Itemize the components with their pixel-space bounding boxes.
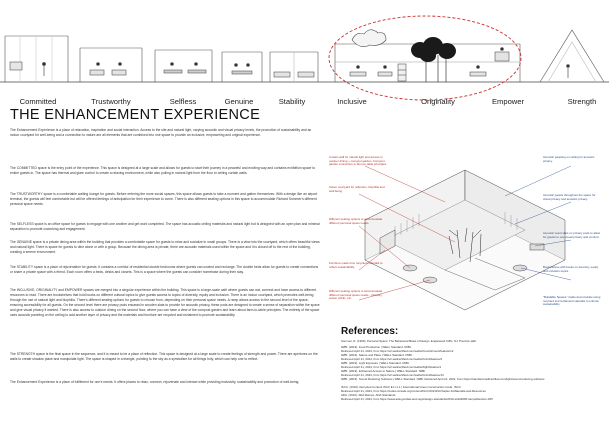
note-buildable-spaces: "Buildable Spaces" inside demonstrate using recycled and reclaimed materials to enforce sustainability. <box>543 295 601 307</box>
note-acoustic-panels: Acoustic panels throughout the space for visual privacy and acoustic privacy. <box>543 193 596 201</box>
reference-item: IWBI. (2019). Food Production | WELL Standard. IWBI. <box>341 345 412 349</box>
reference-item: ISCC. (2023). Recycled Content ISCC E.U.1.1 | International Green Construction Code. ISCC. <box>341 385 462 389</box>
genuine-paragraph: The GENUINE space is a private dining area within the building that provides a comfortable space for guests to relax and socialize in small groups. There is a view into the courtyard, which offers beautiful views and natural light. There is space for guests to dine alone or with a group. Because the dining area is private, there are acoustic materials used within the space and it is closed off to the rest of the building, creating a serene environment. <box>10 240 320 254</box>
note-personal-space: Different seating options to accommodate different personal space needs - intimacy, social, public, etc. <box>329 289 383 301</box>
reference-item: Retrieved April 21, 2024, from https://www.ada.gov/law-and-regs/design-standards/2010-stds/#405-ramps#section-405 <box>341 397 493 401</box>
keyword-selfless: Selfless <box>169 97 197 106</box>
reference-item: Retrieved April 21, 2024, from https://v2.wellcertified.com/wellv2/light/feature/1 <box>341 365 442 369</box>
note-curtain-wall: Curtain wall for natural light and access to outdoor dining + compost garden. Compost garden connection to farm-to-table principles. <box>329 155 388 167</box>
note-bookshelves: Bookshelves with books on diversity, equity and inclusion topics. <box>543 265 599 273</box>
reference-item: Retrieved April 21, 2024, from https://v2.wellcertified.com/wellv2/nourishment/feature/12 <box>341 349 454 353</box>
inclusive-paragraph: The INCLUSIVE, ORIGINALITY and EMPOWER spaces are merged into a singular experience within the building. This space is a large-scale café where guests can eat, connect and have access to different resources to read. There are bookshelves that hold books on different cultural topics to give guests access to topics of diversity, equity and inclusion. There is an indoor courtyard, which promotes well-being through the use of natural light and biophilia. There's different seating options for guests to choose from, depending on their personal space needs. A ramp allows access to the second level of the space, ensuring accessibility for all guests. On the second level there are privacy pods encased in wooden slats to provide for acoustic privacy, these pods are designed to create a sense of separation within the space and give visual privacy if wanted. There is also access to outdoor dining on the second floor, where you can have a view of the compost garden and learn about farm-to-table principles. The entirety of the space uses acoustic paneling on the ceiling to add another layer of privacy and the materials and furniture are recycled and reclaimed to promote sustainability. <box>10 288 320 317</box>
strength-space-sketch <box>540 30 604 82</box>
page-title: THE ENHANCEMENT EXPERIENCE <box>10 107 261 123</box>
reference-item: Retrieved April 21, 2024, from https://v2.wellcertified.com/wellv2/mind/feature/2 <box>341 357 443 361</box>
stability-paragraph: The STABILITY space is a place of rejuvenation for guests. It contains a corridor of residential double bedrooms where guests can unwind and recharge. The double beds allow for guests to create connections or share a private space with a friend. Each room offers a beds, desks and closets. This is a space where the guests can consider homebase during their stay. <box>10 265 319 274</box>
reference-item: Retrieved April 21, 2024, from https://codes.iccsafe.org/content/IGCC2021P2/chapter-9-Materials-and-Resources <box>341 389 486 393</box>
stability-space-sketch <box>270 52 318 82</box>
trustworthy-paragraph: The TRUSTWORTHY space is a comfortable waiting lounge for guests. Before entering the more social spaces, this space allows guests to take a moment and gather themselves. With a design like an airport terminal, the guests will feel comfortable but will be offered feelings of anticipation for their experience to come. There is also different seating options in this space to accommodate Richard Sommer's different personal space needs. <box>10 192 318 206</box>
closing-paragraph: The Enhancement Experience is a place of fulfillment for one's needs. It offers places to relax, connect, rejuvenate and interact while providing inclusivity, sustainability and promotion of well-being. <box>10 380 300 384</box>
isometric-diagram <box>325 150 605 335</box>
note-acoustic-ceiling: Acoustic paneling on ceiling for acoustic privacy. <box>543 155 595 163</box>
keyword-genuine: Genuine <box>224 97 254 106</box>
keyword-empower: Empower <box>491 97 525 106</box>
note-seating-options: Different seating options to accommodate different personal space needs. <box>329 217 383 225</box>
isometric-drawing <box>325 150 605 335</box>
inclusive-originality-empower-sketch <box>335 30 520 82</box>
committed-space-sketch <box>5 36 68 82</box>
reference-item: Sommer, R. (1969). Personal Space: The Behavioral Basis of Design. Englewood Cliffs, NJ: Prentice-Hall. <box>341 339 477 343</box>
trustworthy-space-sketch <box>80 48 142 82</box>
selfless-paragraph: The SELFLESS space is an office space for guests to engage with one another and get work completed. The space has acoustic ceiling materials and natural light but is designed with an open plan and minimal separation to promote coworking and engagement. <box>10 222 320 231</box>
reference-item: IWBI. (2019). Sound Reducing Surfaces | WELL Standard. IWBI. Retrieved April 21, 2024, from https://standard.wellcertified.com/light/sound-reducing-surfaces <box>341 377 545 381</box>
note-courtyard: Indoor courtyard for reflection, biophilia and well-being. <box>329 185 385 193</box>
reference-item: IWBI. (2019). Nature and Place | WELL Standard. IWBI. <box>341 353 413 357</box>
selfless-space-sketch <box>155 50 212 82</box>
committed-paragraph: The COMMITTED space is the entry point of the experience. This space is designed at a large scale and allows for guests to start their journey in a peaceful and exciting way and contains exhibition space to entice guests in. The space has thermal and glare control to create a relaxing environment, while also pulling in natural light from the floor to ceiling curtain walls. <box>10 166 316 175</box>
reference-item: ADA. (2010). ADA Ramps. ADA Standards. <box>341 393 397 397</box>
references-title: References: <box>341 326 399 337</box>
keyword-trustworthy: Trustworthy <box>91 97 131 106</box>
keyword-stability: Stability <box>278 97 306 106</box>
keyword-strength: Strength <box>567 97 597 106</box>
reference-item: IWBI. (2019). Light Exposure | WELL Standard. IWBI. <box>341 361 410 365</box>
genuine-space-sketch <box>222 52 262 82</box>
note-recycled-furniture: Furniture made from recycled materials to reflect sustainability. <box>329 261 383 269</box>
intro-paragraph: The Enhancement Experience is a place of relaxation, inspiration and social interaction. Access to the site and natural light, varying acoustic and visual privacy levels, the promotion of sustainability and an indoor courtyard for well-being and a connection to nature are all elements that are combined into one space to provide an inclusive, empowering and original experience. <box>10 128 312 137</box>
keyword-inclusive: Inclusive <box>337 97 367 106</box>
reference-item: IWBI. (2019). Enhanced Access to Nature | WELL Standard. IWBI. <box>341 369 426 373</box>
note-wood-slats: Acoustic wood slats on privacy pods to allow for guests to use visual privacy and comfort. <box>543 231 601 239</box>
keyword-committed: Committed <box>19 97 57 106</box>
reference-item: Retrieved April 21, 2024, from https://v2.wellcertified.com/wellv2/mind/feature/14 <box>341 373 444 377</box>
strength-paragraph: The STRENGTH space is the final space in the sequence, and it is meant to be a place of reflection. This space is designed at a large scale to create feelings of strength and power. There are apertures on the walls to create shadow place and manipulate light. The space is shaped in a triangle, pointing to the sky as a symbolism for all things holy, which can help one to reflect. <box>10 352 318 361</box>
keyword-originality: Originality <box>421 97 455 106</box>
